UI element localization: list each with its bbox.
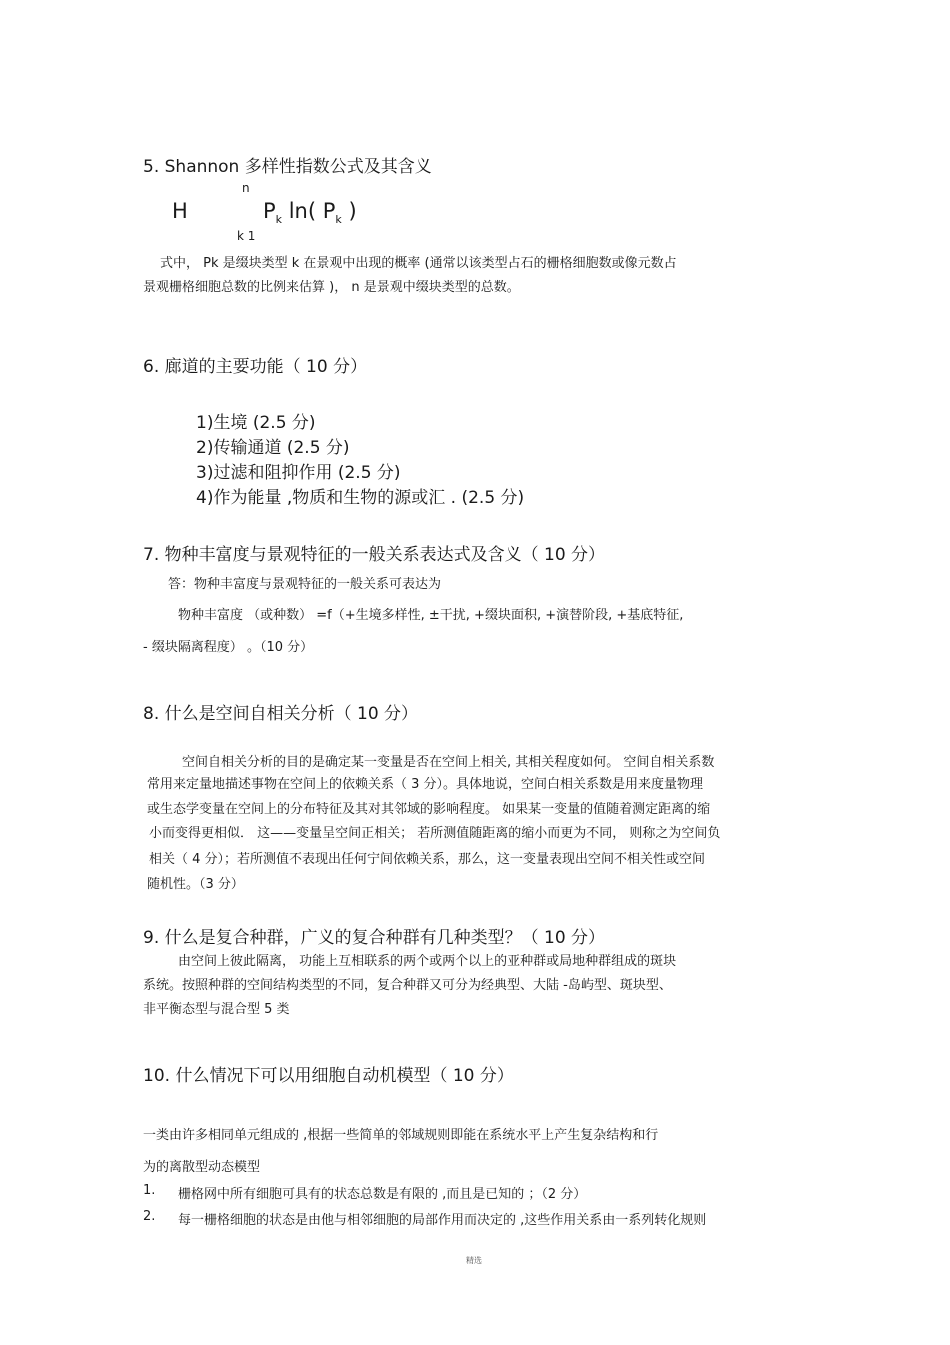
q8-paragraph-line: 常用来定量地描述事物在空间上的依赖关系（ 3 分）。具体地说，空间白相关系数是用来度量物理 — [147, 777, 704, 792]
q10-item-text: 每一栅格细胞的状态是由他与相邻细胞的局部作用而决定的 ,这些作用关系由一系列转化规则 — [178, 1213, 707, 1228]
q6-title: 6. 廊道的主要功能（ 10 分） — [143, 357, 368, 377]
q10-item-text: 栅格网中所有细胞可具有的状态总数是有限的 ,而且是已知的 ；（2 分） — [178, 1187, 587, 1202]
q5-explanation-line1: 式中， Pk 是缀块类型 k 在景观中出现的概率 (通常以该类型占石的栅格细胞数或像元数占 — [160, 256, 677, 271]
q9-paragraph-line: 系统。按照种群的空间结构类型的不同，复合种群又可分为经典型、大陆 -岛屿型、斑块型、 — [143, 978, 672, 993]
formula-ln: ln( P — [282, 199, 336, 223]
q9-paragraph-line: 由空间上彼此隔离， 功能上互相联系的两个或两个以上的亚种群或局地种群组成的斑块 — [178, 954, 677, 969]
q8-paragraph-line: 小而变得更相似． 这——变量呈空间正相关； 若所测值随距离的缩小而更为不同， 则称之为空间负 — [149, 826, 721, 841]
q8-paragraph-line: 空间自相关分析的目的是确定某一变量是否在空间上相关, 其相关程度如何。 空间自相关系数 — [182, 755, 715, 770]
q7-answer: 答：物种丰富度与景观特征的一般关系可表达为 — [168, 577, 442, 592]
q9-title: 9. 什么是复合种群，广义的复合种群有几种类型？（ 10 分） — [143, 928, 606, 948]
q6-item: 3)过滤和阻抑作用 (2.5 分) — [196, 463, 401, 483]
q8-paragraph-line: 相关（ 4 分）；若所测值不表现出任何宁间依赖关系，那么，这一变量表现出空间不相关性或空间 — [149, 852, 706, 867]
q8-paragraph-line: 或生态学变量在空间上的分布特征及其对其邻域的影响程度。 如果某一变量的值随着测定距离的缩 — [147, 802, 711, 817]
q5-title: 5. Shannon 多样性指数公式及其含义 — [143, 157, 432, 177]
formula-sub-k: k — [275, 213, 283, 227]
q9-paragraph-line: 非平衡态型与混合型 5 类 — [143, 1002, 290, 1017]
q7-title: 7. 物种丰富度与景观特征的一般关系表达式及含义（ 10 分） — [143, 545, 606, 565]
page-footer: 精选 — [466, 1256, 482, 1265]
formula-close: ) — [341, 199, 357, 223]
q8-title: 8. 什么是空间自相关分析（ 10 分） — [143, 704, 419, 724]
q10-title: 10. 什么情况下可以用细胞自动机模型（ 10 分） — [143, 1066, 514, 1086]
q10-item-number: 1. — [143, 1183, 156, 1198]
q7-expression-line1: 物种丰富度 （或种数） =f（+生境多样性, ±干扰, +缀块面积, +演替阶段, +基底特征, — [178, 608, 684, 623]
formula-term — [263, 199, 357, 226]
formula-lower-limit: k 1 — [237, 229, 256, 243]
q8-paragraph-line: 随机性。（3 分） — [147, 877, 244, 892]
q10-paragraph-line1: 一类由许多相同单元组成的 ,根据一些简单的邻域规则即能在系统水平上产生复杂结构和行 — [143, 1128, 659, 1143]
formula-lhs: H — [172, 199, 188, 223]
formula-p: P — [263, 199, 276, 223]
formula-upper-limit: n — [242, 181, 250, 195]
q7-expression-line2: - 缀块隔离程度） 。（10 分） — [143, 640, 314, 655]
q6-item: 4)作为能量 ,物质和生物的源或汇 . (2.5 分) — [196, 488, 525, 508]
q10-paragraph-line2: 为的离散型动态模型 — [143, 1160, 261, 1175]
q10-item-number: 2. — [143, 1209, 156, 1224]
q6-item: 1)生境 (2.5 分) — [196, 413, 316, 433]
formula-sub-k2: k — [335, 213, 342, 227]
q6-item: 2)传输通道 (2.5 分) — [196, 438, 350, 458]
q5-explanation-line2: 景观栅格细胞总数的比例来估算 )， n 是景观中缀块类型的总数。 — [143, 280, 520, 295]
